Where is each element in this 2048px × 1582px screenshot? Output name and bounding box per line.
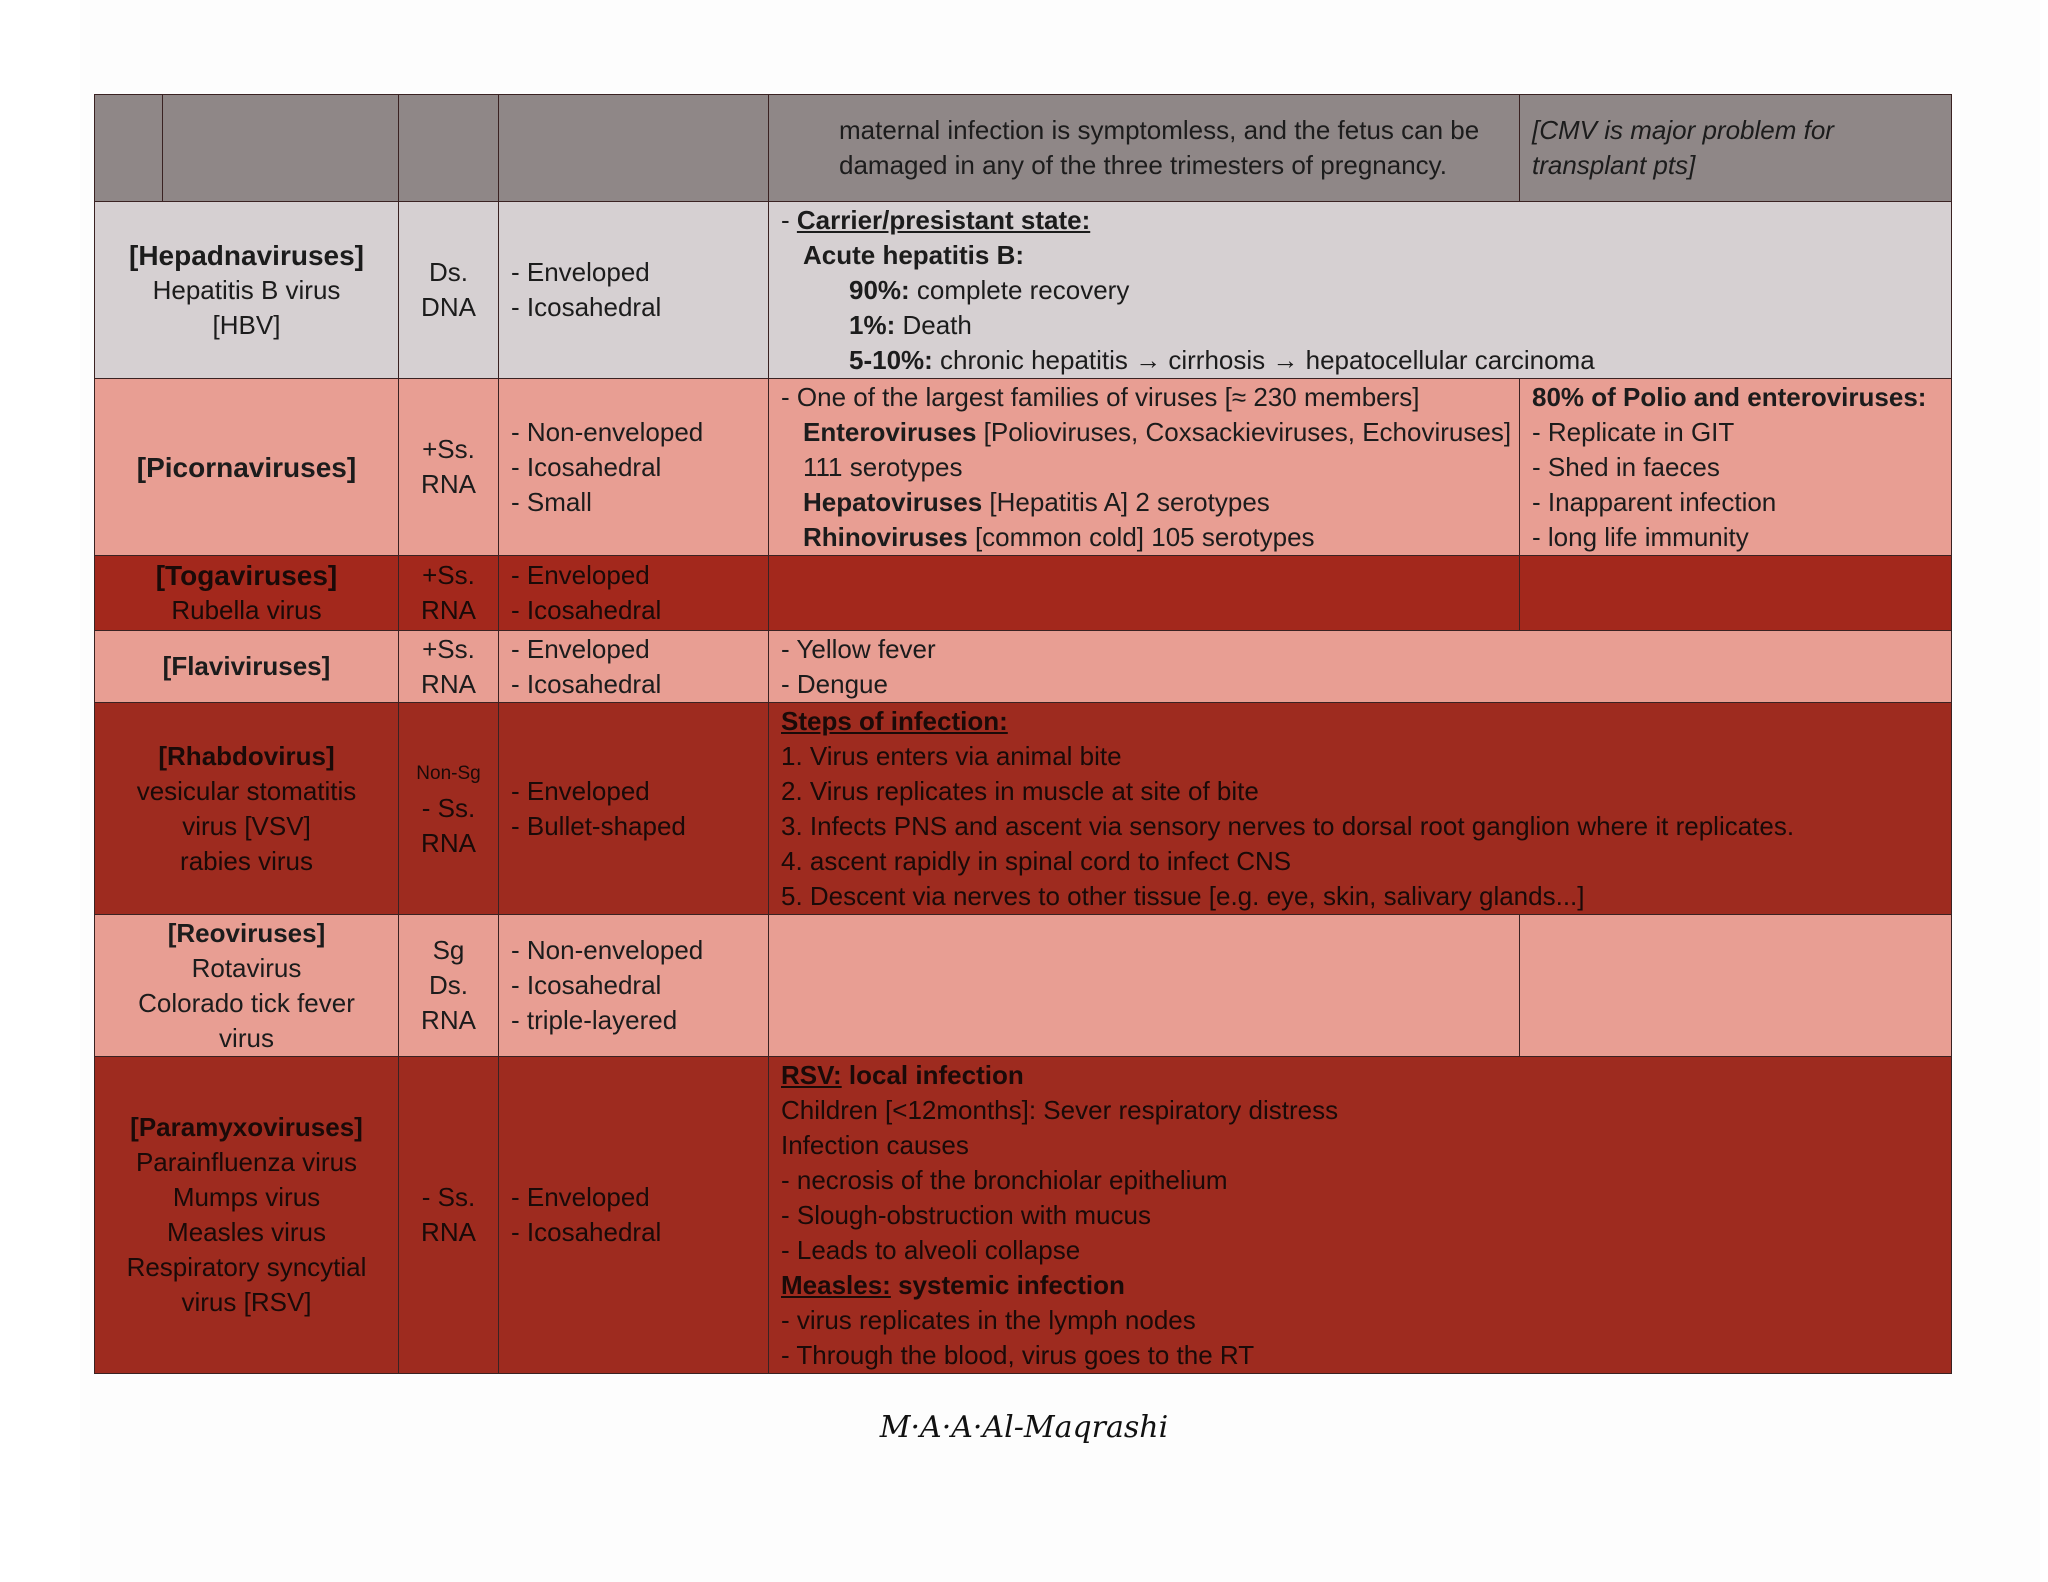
note-item: - long life immunity <box>1532 521 1749 552</box>
outcome-percent: 5-10%: <box>849 344 933 375</box>
empty-cell <box>1520 556 1952 631</box>
member-name: virus [VSV] <box>182 810 311 841</box>
genus-text: [Hepatitis A] 2 serotypes <box>982 486 1270 517</box>
family-name: [Hepadnaviruses] <box>129 239 364 271</box>
table-row-cmv <box>95 95 1952 202</box>
serotype-line: 111 serotypes <box>803 451 963 482</box>
member-name: [HBV] <box>212 309 281 340</box>
measles-label: Measles: <box>781 1269 891 1300</box>
genome-text: RNA <box>421 595 476 625</box>
genome-text: Ds. <box>429 970 468 1000</box>
steps-title: Steps of infection: <box>781 705 1008 736</box>
dash: - <box>781 204 797 235</box>
member-name: Parainfluenza virus <box>135 1147 358 1177</box>
family-size-line: - One of the largest families of viruses [≈ 230 members] <box>781 381 1420 412</box>
structure-item: - Small <box>511 486 592 517</box>
member-name: Rotavirus <box>191 952 302 983</box>
genus-text: [common cold] 105 serotypes <box>967 521 1315 552</box>
structure-item: - Enveloped <box>511 257 650 287</box>
structure-item: - Enveloped <box>511 775 650 806</box>
cmv-text-line: maternal infection is symptomless, and the fetus can be <box>839 115 1480 145</box>
genus-name: Rhinoviruses <box>803 521 968 552</box>
carrier-heading <box>781 203 1939 238</box>
rsv-line: Infection causes <box>781 1129 969 1160</box>
carrier-title: Carrier/presistant state: <box>796 204 1091 235</box>
table-row-flaviviruses <box>95 631 1952 703</box>
member-name: rabies virus <box>180 845 313 876</box>
clinical-cell <box>769 202 1952 379</box>
disease-item: - Dengue <box>781 668 888 699</box>
structure-item: - Enveloped <box>511 1182 650 1212</box>
rsv-type: local infection <box>841 1059 1024 1090</box>
measles-heading <box>781 1268 1939 1303</box>
table-row-rhabdovirus <box>95 703 1952 915</box>
genome-cell <box>399 379 499 556</box>
member-name: Measles virus <box>167 1217 326 1247</box>
member-name: Rubella virus <box>171 595 322 625</box>
family-name: [Rhabdovirus] <box>158 740 335 771</box>
cmv-note-cell <box>1520 95 1952 202</box>
cmv-text-line: damaged in any of the three trimesters of pregnancy. <box>839 150 1447 180</box>
genome-text: Non-Sg <box>416 763 481 784</box>
outcome-text: chronic hepatitis → cirrhosis → hepatocellular carcinoma <box>932 344 1595 375</box>
genome-text: +Ss. <box>422 560 475 590</box>
rsv-heading <box>781 1058 1939 1093</box>
cmv-note-line: transplant pts] <box>1532 150 1696 180</box>
cmv-details-cell <box>769 95 1520 202</box>
clinical-cell <box>769 631 1952 703</box>
genome-cell <box>399 202 499 379</box>
clinical-cell <box>769 379 1520 556</box>
note-item: - Replicate in GIT <box>1532 416 1735 447</box>
step-item: 2. Virus replicates in muscle at site of bite <box>781 775 1259 806</box>
genome-text: Sg <box>432 935 465 965</box>
genome-text: - Ss. <box>421 1182 476 1212</box>
genome-text: RNA <box>421 469 476 499</box>
genus-name: Enteroviruses <box>803 416 977 447</box>
family-name: [Togaviruses] <box>155 560 338 591</box>
genome-text: +Ss. <box>422 633 475 664</box>
clinical-cell <box>769 1057 1952 1374</box>
genome-text: RNA <box>421 1005 476 1035</box>
structure-cell <box>499 631 769 703</box>
structure-item: - Bullet-shaped <box>511 810 686 841</box>
outcome-line <box>781 308 1939 343</box>
outcome-line <box>781 273 1939 308</box>
genus-line <box>781 415 1512 450</box>
table-row-paramyxoviruses <box>95 1057 1952 1374</box>
genus-name: Hepatoviruses <box>803 486 983 517</box>
measles-line: - virus replicates in the lymph nodes <box>781 1304 1196 1335</box>
genome-cell <box>399 915 499 1057</box>
genome-text: RNA <box>421 828 476 858</box>
family-cell <box>95 202 399 379</box>
family-cell <box>95 915 399 1057</box>
rsv-label: RSV: <box>781 1059 842 1090</box>
structure-cell <box>499 202 769 379</box>
family-cell <box>95 379 399 556</box>
rsv-line: - necrosis of the bronchiolar epithelium <box>781 1164 1228 1195</box>
structure-item: - Icosahedral <box>511 595 662 625</box>
notes-cell <box>1520 379 1952 556</box>
member-name: Mumps virus <box>172 1182 321 1212</box>
note-item: - Shed in faeces <box>1532 451 1720 482</box>
structure-cell <box>499 703 769 915</box>
family-cell <box>95 703 399 915</box>
empty-cell <box>399 95 499 202</box>
genome-text: DNA <box>421 292 476 322</box>
structure-item: - Non-enveloped <box>511 416 704 447</box>
author-signature: M·A·A·Al-Maqrashi <box>879 1410 1169 1445</box>
disease-item: - Yellow fever <box>781 633 936 664</box>
structure-item: - Icosahedral <box>511 668 662 699</box>
structure-item: - Non-enveloped <box>511 935 704 965</box>
genome-text: +Ss. <box>422 434 475 464</box>
family-name: [Paramyxoviruses] <box>130 1112 363 1142</box>
genome-cell <box>399 1057 499 1374</box>
member-name: virus [RSV] <box>181 1287 312 1317</box>
outcome-percent: 90%: <box>849 274 910 305</box>
rsv-line: - Slough-obstruction with mucus <box>781 1199 1151 1230</box>
genome-cell <box>399 631 499 703</box>
rsv-line: - Leads to alveoli collapse <box>781 1234 1081 1265</box>
structure-item: - Enveloped <box>511 633 650 664</box>
genome-text: RNA <box>421 1217 476 1247</box>
member-name: Respiratory syncytial <box>126 1252 367 1282</box>
family-name: [Reoviruses] <box>167 917 326 948</box>
genus-line <box>781 520 1507 555</box>
empty-cell <box>769 915 1520 1057</box>
family-cell <box>95 631 399 703</box>
empty-cell <box>499 95 769 202</box>
notes-title: 80% of Polio and enteroviruses: <box>1532 381 1927 412</box>
genome-text: - Ss. <box>421 793 476 823</box>
family-cell <box>95 1057 399 1374</box>
genome-cell <box>399 703 499 915</box>
note-item: - Inapparent infection <box>1532 486 1777 517</box>
member-name: Colorado tick fever <box>138 987 355 1018</box>
structure-item: - triple-layered <box>511 1005 678 1035</box>
measles-line: - Through the blood, virus goes to the RT <box>781 1339 1255 1370</box>
step-item: 1. Virus enters via animal bite <box>781 740 1122 771</box>
outcome-text: Death <box>895 309 972 340</box>
family-cell <box>95 556 399 631</box>
structure-item: - Icosahedral <box>511 1217 662 1247</box>
step-item: 5. Descent via nerves to other tissue [e.g. eye, skin, salivary glands...] <box>781 880 1585 911</box>
genus-text: [Polioviruses, Coxsackieviruses, Echoviruses] <box>976 416 1512 447</box>
step-item: 3. Infects PNS and ascent via sensory nerves to dorsal root ganglion where it replicates. <box>781 810 1795 841</box>
empty-cell <box>95 95 163 202</box>
structure-cell <box>499 915 769 1057</box>
genome-text: Ds. <box>429 257 468 287</box>
outcome-text: complete recovery <box>909 274 1130 305</box>
member-name: vesicular stomatitis <box>136 775 357 806</box>
empty-cell <box>1520 915 1952 1057</box>
structure-item: - Icosahedral <box>511 970 662 1000</box>
rsv-line: Children [<12months]: Sever respiratory distress <box>781 1094 1339 1125</box>
table-row-togaviruses <box>95 556 1952 631</box>
family-name: [Flaviviruses] <box>162 651 331 681</box>
outcome-line <box>781 343 1939 378</box>
cmv-note-line: [CMV is major problem for <box>1532 115 1834 145</box>
table-row-reoviruses <box>95 915 1952 1057</box>
outcome-percent: 1%: <box>849 309 896 340</box>
structure-cell <box>499 379 769 556</box>
measles-type: systemic infection <box>890 1269 1125 1300</box>
structure-item: - Icosahedral <box>511 451 662 482</box>
genome-text: RNA <box>421 668 476 699</box>
empty-cell <box>769 556 1520 631</box>
structure-cell <box>499 1057 769 1374</box>
clinical-cell <box>769 703 1952 915</box>
virus-classification-table <box>94 94 1952 1374</box>
genome-cell <box>399 556 499 631</box>
table-row-hepadnaviruses <box>95 202 1952 379</box>
step-item: 4. ascent rapidly in spinal cord to infect CNS <box>781 845 1292 876</box>
structure-item: - Enveloped <box>511 560 650 590</box>
family-name: [Picornaviruses] <box>136 451 357 483</box>
structure-item: - Icosahedral <box>511 292 662 322</box>
member-name: virus <box>219 1022 274 1053</box>
acute-heading: Acute hepatitis B: <box>803 239 1025 270</box>
structure-cell <box>499 556 769 631</box>
member-name: Hepatitis B virus <box>152 274 341 305</box>
genus-line <box>781 485 1507 520</box>
table-row-picornaviruses <box>95 379 1952 556</box>
empty-cell <box>163 95 399 202</box>
